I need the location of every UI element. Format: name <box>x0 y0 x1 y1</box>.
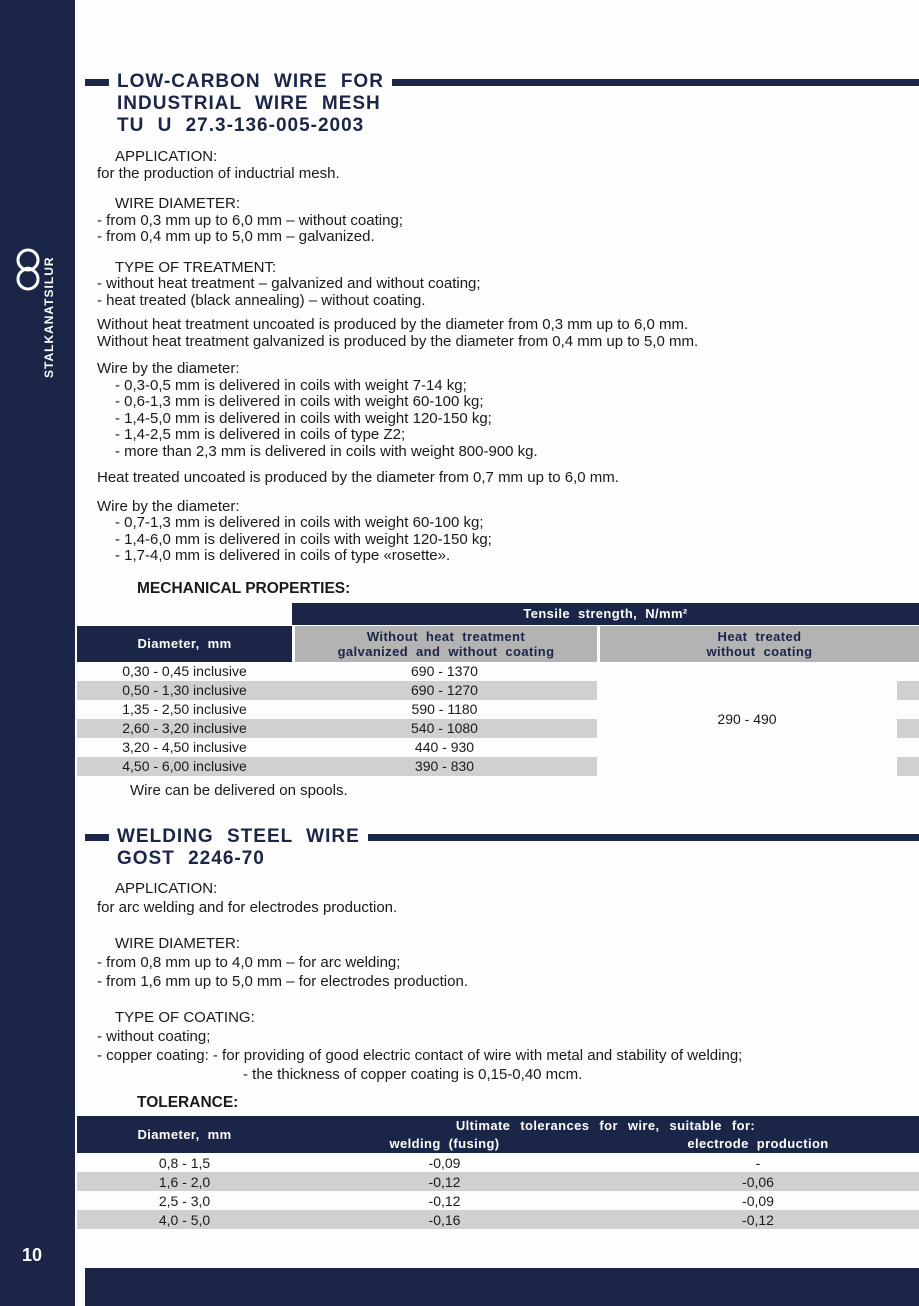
section1-title-line1: LOW-CARBON WIRE FOR <box>117 71 384 92</box>
list-item: - 1,4-6,0 mm is delivered in coils with weight 120-150 kg; <box>115 530 492 548</box>
section2-title-line2: GOST 2246-70 <box>117 848 265 869</box>
list-item: - from 0,3 mm up to 6,0 mm – without coating; <box>97 211 403 229</box>
table-row <box>77 1210 919 1229</box>
table2-col-electrode: electrode production <box>687 1136 829 1151</box>
table2-col-diameter: Diameter, mm <box>137 1127 232 1142</box>
list-item: - from 0,8 mm up to 4,0 mm – for arc welding; <box>97 954 401 971</box>
table-row <box>77 1153 919 1172</box>
production-note: Without heat treatment galvanized is produced by the diameter from 0,4 mm up to 5,0 mm. <box>97 332 699 350</box>
application-text: for arc welding and for electrodes production. <box>97 899 398 916</box>
diameter-cell: 0,8 - 1,5 <box>158 1154 211 1171</box>
sidebar <box>0 0 75 1306</box>
col-header-line: galvanized and without coating <box>337 643 555 659</box>
table2-col-welding: welding (fusing) <box>389 1136 500 1151</box>
table-row <box>77 1191 919 1210</box>
list-item: - 0,3-0,5 mm is delivered in coils with weight 7-14 kg; <box>115 376 467 394</box>
application-label: APPLICATION: <box>115 148 218 165</box>
stalkanatsilur-logo <box>12 246 44 300</box>
list-item: - from 1,6 mm up to 5,0 mm – for electrodes production. <box>97 973 468 990</box>
diameter-cell: 2,60 - 3,20 inclusive <box>122 720 247 736</box>
list-item: - from 0,4 mm up to 5,0 mm – galvanized. <box>97 228 375 245</box>
strength-cell: 590 - 1180 <box>411 701 478 717</box>
strength-cell: 440 - 930 <box>414 739 475 755</box>
tolerance-table <box>77 1116 919 1229</box>
mechanical-properties-heading: MECHANICAL PROPERTIES: <box>137 579 351 597</box>
diameter-cell: 1,6 - 2,0 <box>158 1173 211 1190</box>
list-item: - without heat treatment – galvanized and without coating; <box>97 275 481 292</box>
section1-title-line3: TU U 27.3-136-005-2003 <box>117 115 365 136</box>
diameter-cell: 4,50 - 6,00 inclusive <box>122 758 247 774</box>
section1-title-line2: INDUSTRIAL WIRE MESH <box>117 93 381 114</box>
list-item: - the thickness of copper coating is 0,15-0,40 mcm. <box>243 1066 583 1083</box>
table1-header-row-1 <box>77 603 919 625</box>
table1-tensile-header: Tensile strength, N/mm² <box>292 603 919 625</box>
strength-cell: 390 - 830 <box>414 758 475 774</box>
application-label: APPLICATION: <box>115 880 218 897</box>
strength-cell: 690 - 1270 <box>411 682 478 698</box>
coils-label: Wire by the diameter: <box>97 497 240 515</box>
wire-diameter-label: WIRE DIAMETER: <box>115 195 241 212</box>
coils-label: Wire by the diameter: <box>97 360 240 377</box>
logo-mark-icon <box>12 246 44 296</box>
table2-top-header: Ultimate tolerances for wire, suitable for: <box>455 1117 756 1133</box>
tolerance-heading: TOLERANCE: <box>137 1094 239 1111</box>
diameter-cell: 2,5 - 3,0 <box>158 1192 211 1209</box>
heat-treated-merged-cell: 290 - 490 <box>597 662 897 776</box>
section2-title <box>85 826 919 870</box>
list-item: - without coating; <box>97 1028 211 1045</box>
wire-diameter-label: WIRE DIAMETER: <box>115 935 241 952</box>
treatment-label: TYPE OF TREATMENT: <box>115 258 277 276</box>
table2-header <box>77 1116 919 1153</box>
table1-col-heat-treated <box>600 626 919 662</box>
col-header-line: Heat treated <box>717 628 802 644</box>
list-item: - 1,4-2,5 mm is delivered in coils of type Z2; <box>115 426 406 443</box>
list-item: - more than 2,3 mm is delivered in coils with weight 800-900 kg. <box>115 442 538 460</box>
title-bar-left <box>85 834 109 841</box>
electrode-cell: -0,06 <box>742 1173 774 1190</box>
strength-cell: 540 - 1080 <box>411 720 478 736</box>
title-bar-right <box>392 79 919 86</box>
list-item: - 0,6-1,3 mm is delivered in coils with weight 60-100 kg; <box>115 393 484 410</box>
list-item: - heat treated (black annealing) – without coating. <box>97 291 426 309</box>
table-row <box>77 1172 919 1191</box>
table2-right-header <box>292 1116 919 1153</box>
main-content <box>85 0 919 1229</box>
production-note: Without heat treatment uncoated is produced by the diameter from 0,3 mm up to 6,0 mm. <box>97 316 689 333</box>
coating-label: TYPE OF COATING: <box>115 1009 255 1026</box>
welding-cell: -0,09 <box>428 1154 461 1171</box>
list-item: - 1,7-4,0 mm is delivered in coils of type «rosette». <box>115 547 451 564</box>
footer-bar <box>85 1268 919 1306</box>
diameter-cell: 1,35 - 2,50 inclusive <box>122 701 247 717</box>
list-item: - 1,4-5,0 mm is delivered in coils with weight 120-150 kg; <box>115 409 492 427</box>
page-number: 10 <box>22 1245 43 1265</box>
spools-note: Wire can be delivered on spools. <box>130 781 348 799</box>
table1-blank-cell <box>77 603 292 625</box>
electrode-cell: -0,09 <box>742 1192 774 1209</box>
col-header-line: without coating <box>706 643 813 659</box>
table1-body <box>77 662 919 776</box>
section2-title-line1: WELDING STEEL WIRE <box>117 826 360 847</box>
diameter-cell: 4,0 - 5,0 <box>158 1211 211 1228</box>
welding-cell: -0,12 <box>428 1192 461 1209</box>
welding-cell: -0,12 <box>428 1173 461 1190</box>
electrode-cell: -0,12 <box>742 1211 774 1228</box>
mechanical-properties-table <box>77 603 919 776</box>
list-item: - 0,7-1,3 mm is delivered in coils with weight 60-100 kg; <box>115 514 484 531</box>
application-text: for the production of inductrial mesh. <box>97 164 340 182</box>
brand-vertical-text: STALKANATSILUR <box>42 256 56 378</box>
diameter-cell: 0,30 - 0,45 inclusive <box>122 663 247 679</box>
title-bar-right <box>368 834 919 841</box>
heat-note: Heat treated uncoated is produced by the diameter from 0,7 mm up to 6,0 mm. <box>97 469 619 486</box>
table1-header-row-2 <box>77 626 919 662</box>
section1-title <box>85 71 919 137</box>
table1-col-diameter: Diameter, mm <box>77 626 292 662</box>
list-item: - copper coating: - for providing of good electric contact of wire with metal and stability of welding; <box>97 1047 743 1064</box>
title-bar-left <box>85 79 109 86</box>
diameter-cell: 0,50 - 1,30 inclusive <box>122 682 247 698</box>
col-header-line: Without heat treatment <box>366 628 526 644</box>
strength-cell: 690 - 1370 <box>411 663 478 679</box>
welding-cell: -0,16 <box>428 1211 461 1228</box>
table1-col-without-heat <box>295 626 597 662</box>
electrode-cell: - <box>755 1154 761 1171</box>
diameter-cell: 3,20 - 4,50 inclusive <box>122 739 247 755</box>
